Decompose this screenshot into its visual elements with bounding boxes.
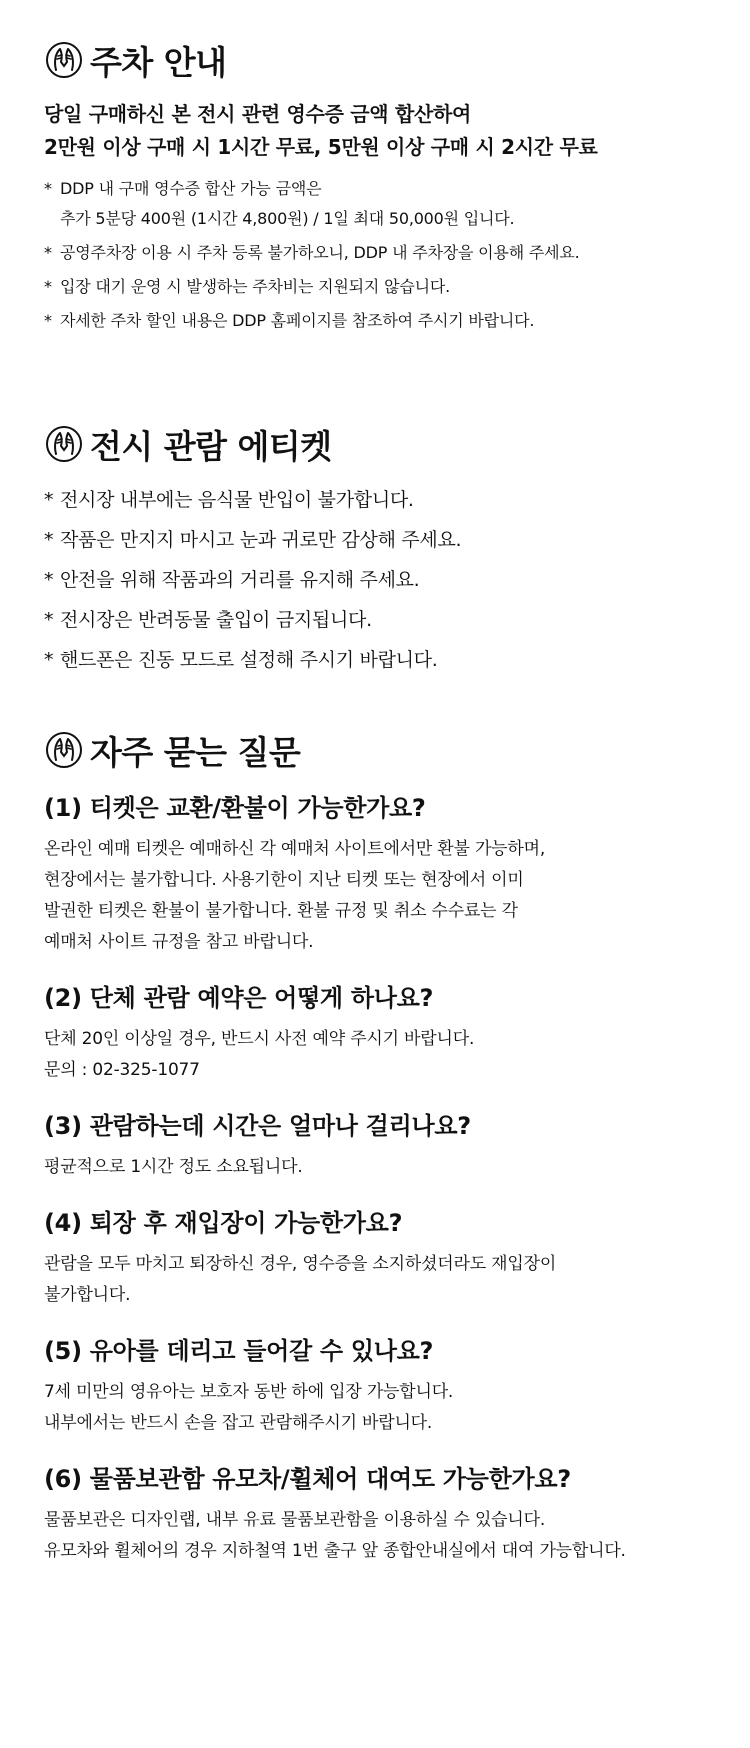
faq-item (44, 1461, 724, 1567)
hands-icon (44, 424, 84, 464)
note-text: 입장 대기 운영 시 발생하는 주차비는 지원되지 않습니다. (60, 277, 450, 296)
faq-heading (44, 728, 724, 772)
note-item (44, 306, 724, 336)
section-title: 주차 안내 (90, 42, 227, 82)
faq-section (44, 728, 724, 1567)
faq-question: (2) 단체 관람 예약은 어떻게 하나요? (44, 984, 434, 1012)
faq-answer (44, 1377, 724, 1439)
etiquette-text: 핸드폰은 진동 모드로 설정해 주시기 바랍니다. (60, 649, 438, 671)
answer-line: 불가합니다. (44, 1285, 131, 1305)
faq-answer (44, 834, 724, 958)
etiquette-text: 안전을 위해 작품과의 거리를 유지해 주세요. (60, 569, 420, 591)
hands-icon (44, 40, 84, 80)
etiquette-list (44, 480, 724, 680)
bullet: * (44, 277, 52, 296)
bullet: * (44, 529, 54, 551)
answer-line: 관람을 모두 마치고 퇴장하신 경우, 영수증을 소지하셨더라도 재입장이 (44, 1254, 557, 1274)
answer-line: 발권한 티켓은 환불이 불가합니다. 환불 규정 및 취소 수수료는 각 (44, 901, 518, 921)
answer-line: 문의 : 02-325-1077 (44, 1060, 200, 1080)
etiquette-text: 작품은 만지지 마시고 눈과 귀로만 감상해 주세요. (60, 529, 462, 551)
answer-line: 물품보관은 디자인랩, 내부 유료 물품보관함을 이용하실 수 있습니다. (44, 1510, 546, 1530)
answer-line: 유모차와 휠체어의 경우 지하철역 1번 출구 앞 종합안내실에서 대여 가능합니다. (44, 1541, 626, 1561)
answer-line: 7세 미만의 영유아는 보호자 동반 하에 입장 가능합니다. (44, 1382, 454, 1402)
section-title: 자주 묻는 질문 (90, 732, 301, 772)
answer-line: 단체 20인 이상일 경우, 반드시 사전 예약 주시기 바랍니다. (44, 1029, 475, 1049)
etiquette-item (44, 600, 724, 640)
note-text: 자세한 주차 할인 내용은 DDP 홈페이지를 참조하여 주시기 바랍니다. (60, 311, 535, 330)
faq-question: (6) 물품보관함 유모차/휠체어 대여도 가능한가요? (44, 1465, 571, 1493)
parking-section (44, 38, 724, 340)
parking-heading (44, 38, 724, 82)
bullet: * (44, 489, 54, 511)
etiquette-item (44, 560, 724, 600)
faq-question: (1) 티켓은 교환/환불이 가능한가요? (44, 794, 426, 822)
bullet: * (44, 609, 54, 631)
note-text: DDP 내 구매 영수증 합산 가능 금액은 (60, 179, 322, 198)
faq-answer (44, 1024, 724, 1086)
bullet: * (44, 311, 52, 330)
etiquette-section (44, 422, 724, 680)
etiquette-item (44, 520, 724, 560)
faq-answer (44, 1505, 724, 1567)
note-text: 추가 5분당 400원 (1시간 4,800원) / 1일 최대 50,000원 입니다. (60, 209, 515, 228)
bullet: * (44, 569, 54, 591)
hands-icon (44, 730, 84, 770)
etiquette-text: 전시장은 반려동물 출입이 금지됩니다. (60, 609, 372, 631)
answer-line: 내부에서는 반드시 손을 잡고 관람해주시기 바랍니다. (44, 1413, 433, 1433)
parking-lead (44, 98, 724, 164)
answer-line: 예매처 사이트 규정을 참고 바랍니다. (44, 932, 314, 952)
bullet: * (44, 649, 54, 671)
lead-line: 당일 구매하신 본 전시 관련 영수증 금액 합산하여 (44, 102, 472, 126)
note-item (44, 174, 724, 234)
etiquette-text: 전시장 내부에는 음식물 반입이 불가합니다. (60, 489, 414, 511)
note-text: 공영주차장 이용 시 주차 등록 불가하오니, DDP 내 주차장을 이용해 주세요. (60, 243, 580, 262)
etiquette-item (44, 480, 724, 520)
etiquette-heading (44, 422, 724, 466)
note-item (44, 272, 724, 302)
answer-line: 온라인 예매 티켓은 예매하신 각 예매처 사이트에서만 환불 가능하며, (44, 839, 546, 859)
answer-line: 평균적으로 1시간 정도 소요됩니다. (44, 1157, 303, 1177)
faq-item (44, 1333, 724, 1439)
faq-answer (44, 1152, 724, 1183)
faq-item (44, 1205, 724, 1311)
faq-item (44, 980, 724, 1086)
faq-question: (3) 관람하는데 시간은 얼마나 걸리나요? (44, 1112, 471, 1140)
section-title: 전시 관람 에티켓 (90, 426, 332, 466)
faq-item (44, 790, 724, 958)
bullet: * (44, 179, 52, 198)
answer-line: 현장에서는 불가합니다. 사용기한이 지난 티켓 또는 현장에서 이미 (44, 870, 524, 890)
parking-notes (44, 174, 724, 336)
faq-answer (44, 1249, 724, 1311)
etiquette-item (44, 640, 724, 680)
faq-question: (5) 유아를 데리고 들어갈 수 있나요? (44, 1337, 434, 1365)
lead-line: 2만원 이상 구매 시 1시간 무료, 5만원 이상 구매 시 2시간 무료 (44, 135, 598, 159)
note-item (44, 238, 724, 268)
faq-item (44, 1108, 724, 1183)
faq-question: (4) 퇴장 후 재입장이 가능한가요? (44, 1209, 403, 1237)
bullet: * (44, 243, 52, 262)
